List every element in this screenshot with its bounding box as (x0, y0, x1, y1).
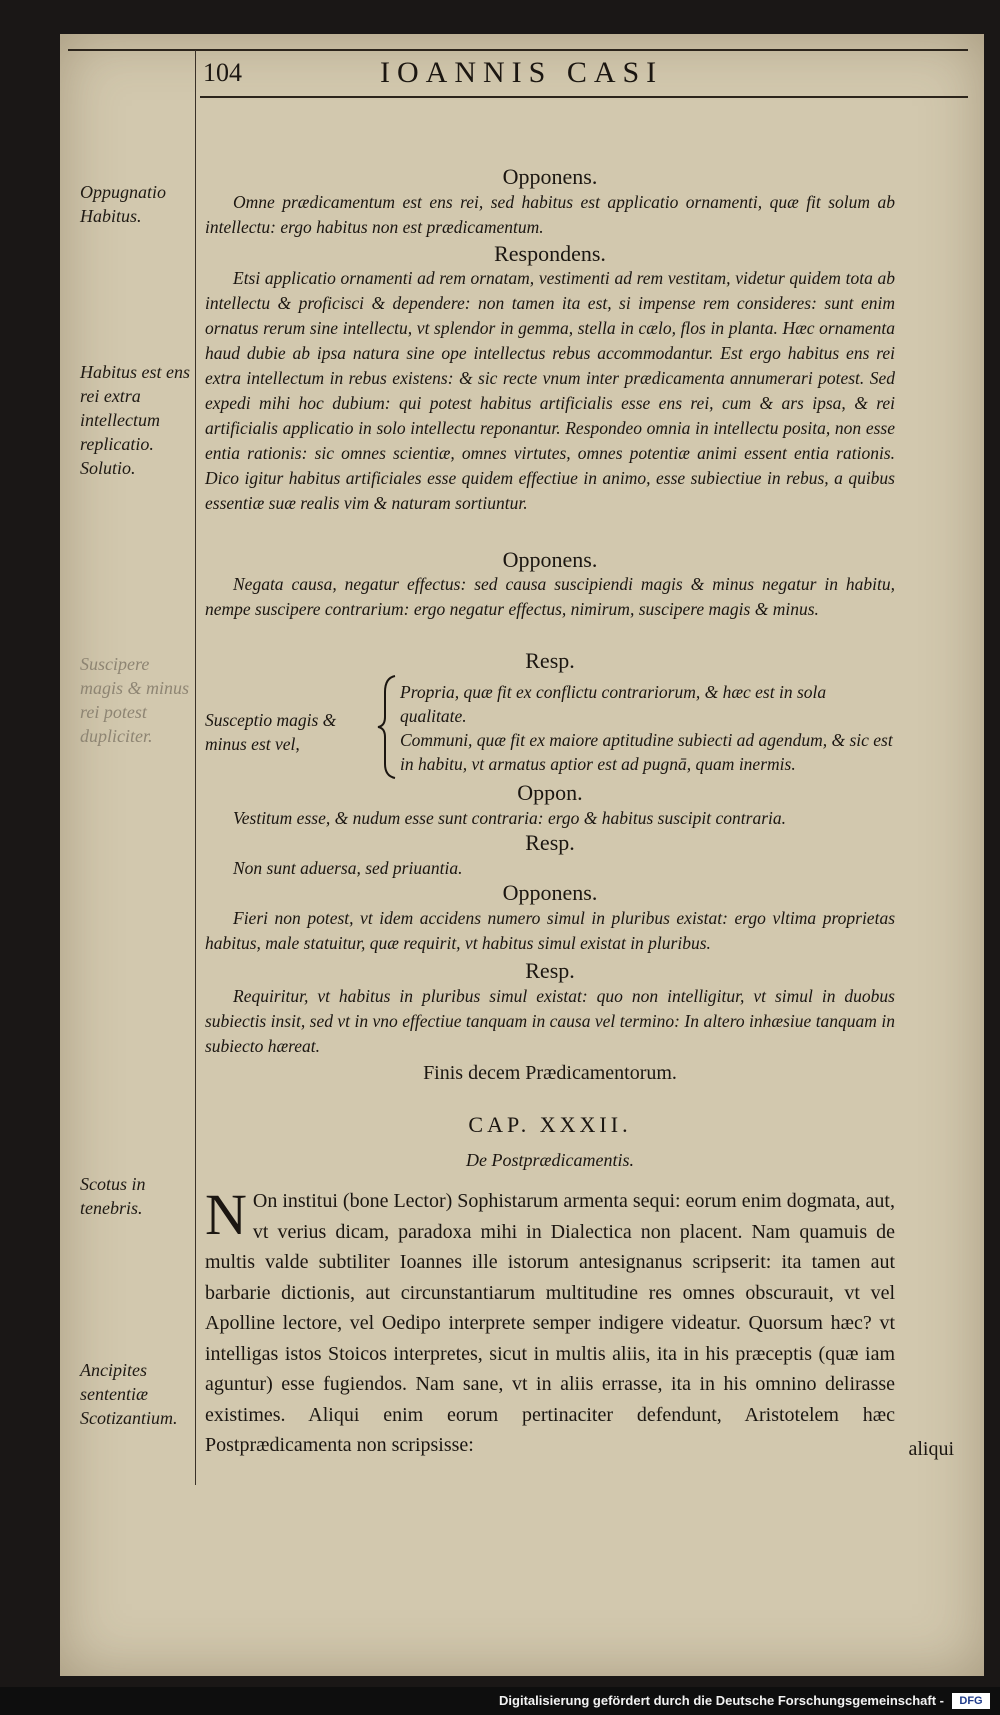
curly-brace-icon (375, 672, 399, 782)
footer-bar (0, 1687, 1000, 1715)
paragraph: Requiritur, vt habitus in pluribus simul existat: quo non intelligitur, vt simul in duobus subiectis insit, sed vt in vno effectiue tanquam in causa vel termino: In altero inhæsiue tanquam in subiecto hæreat. (205, 986, 895, 1056)
section-heading: Resp. (525, 648, 575, 673)
margin-note: Scotus in tenebris. (80, 1174, 146, 1218)
margin-note: Oppugnatio Habitus. (80, 182, 167, 226)
section-heading: Resp. (525, 830, 575, 855)
section-heading: Opponens. (502, 880, 598, 905)
diagram-label: Susceptio magis & minus est vel, (205, 710, 337, 754)
diagram-branch: Communi, quæ fit ex maiore aptitudine subiecti ad agendum, & sic est in habitu, vt armatus aptior est ad pugnā, quam inermis. (400, 730, 893, 774)
dfg-logo: DFG (952, 1693, 990, 1709)
section-heading: Oppon. (517, 780, 583, 805)
paragraph: Omne prædicamentum est ens rei, sed habitus est applicatio ornamenti, quæ fit solum ab intellectu: ergo habitus non est prædicamentum. (205, 192, 895, 237)
drop-cap: N (205, 1182, 247, 1247)
paragraph: Vestitum esse, & nudum esse sunt contraria: ergo & habitus suscipit contraria. (233, 808, 787, 828)
header-rule (200, 96, 968, 98)
bracket-diagram (205, 672, 895, 782)
catchword: aliqui (908, 1438, 954, 1460)
paragraph: Etsi applicatio ornamenti ad rem ornatam, vestimenti ad rem vestitam, videtur quidem tota ab intellectu & proficisci & dependere: non tamen ita est, si impense rem consideres: sunt enim ornatus rerum sine intellectu, vt splendor in gemma, stella in cælo, flos in planta. Hæc ornamenta haud dubie ab ipsa natura sine ope intellectus rebus accommodantur. Est ergo habitus ens rei extra intellectum in rebus existens: & sic recte vnum inter prædicamenta annumerari potest. Sed expedi mihi hoc dubium: qui potest habitus artificialis esse ens rei, cum & ars ipsa, & rei artificialis applicatio in solo intellectu reponantur. Respondeo omnia in intellectu posita, non esse entia rationis: sic omnes scientiæ, omnes virtutes, omnes potentiæ animi essent entia rationis. Dico igitur habitus artificiales esse quidem effectiue in animo, esse subiectiue in rebus, a quibus essentiæ suæ realis vim & naturam sortiuntur. (205, 268, 895, 513)
margin-note: Ancipites sententiæ Scotizantium. (80, 1360, 178, 1428)
footer-text: Digitalisierung gefördert durch die Deutsche Forschungsgemeinschaft - (499, 1693, 944, 1708)
section-heading: Opponens. (502, 164, 598, 189)
paragraph: Negata causa, negatur effectus: sed causa suscipiendi magis & minus negatur in habitu, nempe suscipere contrarium: ergo negatur effectus, nimirum, suscipere magis & minus. (205, 574, 895, 619)
section-heading: Opponens. (502, 547, 598, 572)
chapter-title: CAP. XXXII. (468, 1112, 632, 1137)
top-rule (68, 49, 968, 51)
margin-note: Habitus est ens rei extra intellectum replicatio. Solutio. (80, 362, 190, 478)
chapter-subtitle: De Postprædicamentis. (466, 1150, 634, 1170)
page-number: 104 (203, 58, 242, 87)
chapter-text: On institui (bone Lector) Sophistarum armenta sequi: eorum enim dogmata, aut, vt verius dicam, paradoxa mihi in Dialectica non placent. Nam quamuis de multis valde subtiliter Ioannes ille istorum antesignanus scripserit: ita tamen aut barbarie dictionis, aut circunstantiarum multitudine res omnes obscurauit, vt vel Apolline lectore, vel Oedipo interprete semper indigere videatur. Quorsum hæc? vt intelligas istos Stoicos interpretes, sicut in multis aliis, ita in his præceptis (quæ iam aguntur) esse fugiendos. Nam sane, vt in aliis errasse, ita in his omnino delirasse existimes. Aliqui enim eorum pertinaciter defendunt, Aristotelem hæc Postprædicamenta non scripsisse: (205, 1190, 895, 1456)
margin-rule (195, 50, 196, 1485)
diagram-branch: Propria, quæ fit ex conflictu contrariorum, & hæc est in sola qualitate. (400, 682, 827, 726)
paragraph: Fieri non potest, vt idem accidens numero simul in pluribus existat: ergo vltima proprietas habitus, male statuitur, quæ requirit, vt habitus simul existat in pluribus. (205, 908, 895, 953)
finis-line: Finis decem Prædicamentorum. (423, 1062, 677, 1084)
margin-note: Suscipere magis & minus rei potest dupliciter. (80, 654, 190, 746)
section-heading: Resp. (525, 958, 575, 983)
paragraph: Non sunt aduersa, sed priuantia. (233, 858, 463, 878)
section-heading: Respondens. (494, 241, 606, 266)
chapter-body (205, 1182, 895, 1461)
running-head: IOANNIS CASI (380, 56, 664, 89)
